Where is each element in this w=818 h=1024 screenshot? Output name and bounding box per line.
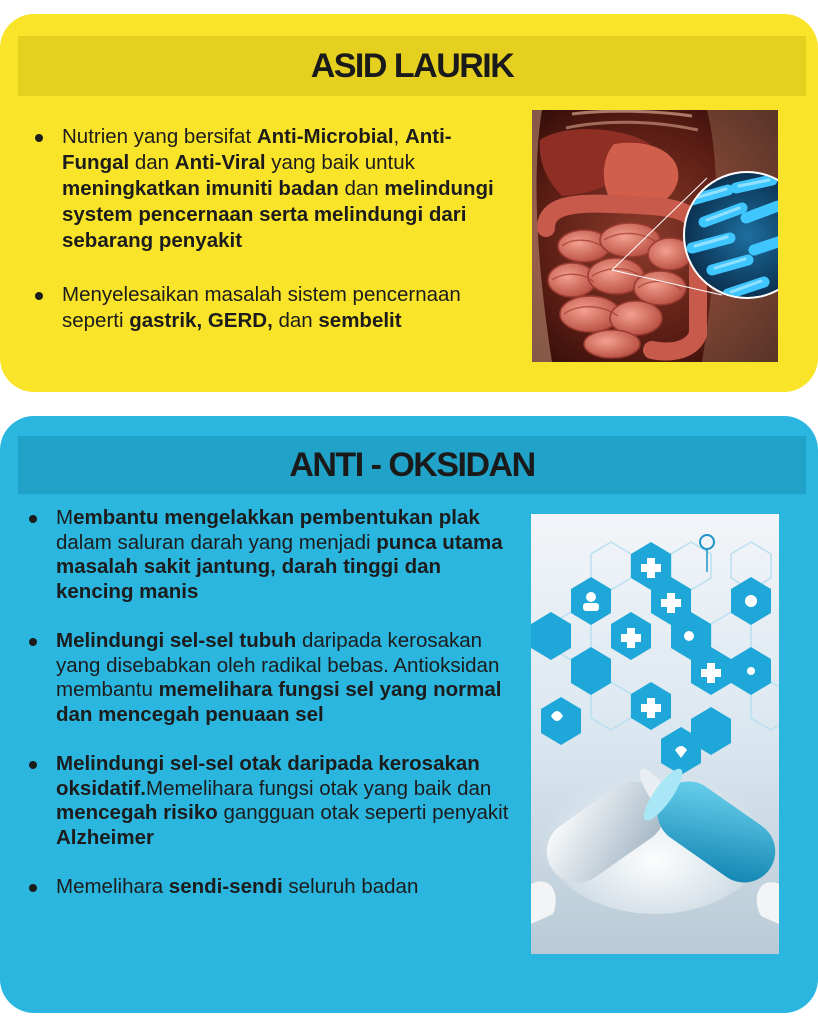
plain-text: yang baik untuk bbox=[265, 151, 415, 174]
list-item bbox=[26, 282, 506, 334]
bold-text: meningkatkan imuniti badan bbox=[62, 177, 339, 200]
plain-text: dan bbox=[338, 177, 385, 200]
benefit-list bbox=[26, 124, 506, 334]
plain-text: Memelihara fungsi otak yang baik dan bbox=[146, 776, 492, 800]
bold-text: Anti-Viral bbox=[174, 151, 266, 174]
bold-text: sembelit bbox=[318, 309, 402, 332]
bold-text: Anti-Microbial bbox=[256, 125, 394, 148]
plain-text: daripada kerosakan yang disebabkan oleh radikal bebas. Antioksidan membantu bbox=[56, 629, 500, 701]
plain-text: dan bbox=[272, 309, 319, 332]
plain-text: , bbox=[393, 125, 405, 148]
bold-text: punca utama masalah sakit jantung, darah tinggi dan kencing manis bbox=[56, 530, 503, 603]
bold-text: Alzheimer bbox=[56, 825, 154, 849]
plain-text: seluruh badan bbox=[282, 875, 419, 898]
bold-text: Melindungi sel-sel tubuh bbox=[56, 629, 297, 652]
asid-laurik-card bbox=[0, 14, 818, 392]
medical-capsule-image bbox=[531, 514, 779, 954]
digestive-system-image bbox=[532, 110, 778, 362]
list-item bbox=[20, 752, 520, 850]
bold-text: Melindungi sel-sel otak daripada kerosakan oksidatif. bbox=[56, 752, 480, 800]
plain-text: dalam saluran darah yang menjadi bbox=[56, 530, 377, 554]
bold-text: mencegah risiko bbox=[56, 801, 218, 824]
plain-text: dan bbox=[129, 151, 175, 174]
section-title: ANTI - OKSIDAN bbox=[18, 436, 806, 494]
list-item bbox=[20, 875, 520, 900]
plain-text: Memelihara bbox=[56, 875, 169, 898]
plain-text: Menyelesaikan masalah sistem pencernaan seperti bbox=[62, 283, 461, 332]
benefit-list bbox=[20, 506, 520, 900]
anti-oksidan-card bbox=[0, 416, 818, 1013]
bold-text: melindungi system pencernaan serta melindungi dari sebarang penyakit bbox=[62, 177, 494, 252]
bold-text: memelihara fungsi sel yang normal dan mencegah penuaan sel bbox=[56, 678, 502, 726]
section-title: ASID LAURIK bbox=[18, 36, 806, 96]
bold-text: gastrik, GERD, bbox=[129, 309, 273, 332]
bold-text: sendi-sendi bbox=[168, 875, 283, 898]
list-item bbox=[20, 506, 520, 604]
plain-text: M bbox=[56, 506, 74, 529]
list-item bbox=[26, 124, 506, 254]
bold-text: Anti-Fungal bbox=[62, 125, 452, 174]
bold-text: embantu mengelakkan pembentukan plak bbox=[73, 506, 480, 529]
list-item bbox=[20, 629, 520, 727]
plain-text: Nutrien yang bersifat bbox=[62, 125, 257, 148]
plain-text: gangguan otak seperti penyakit bbox=[217, 801, 509, 824]
